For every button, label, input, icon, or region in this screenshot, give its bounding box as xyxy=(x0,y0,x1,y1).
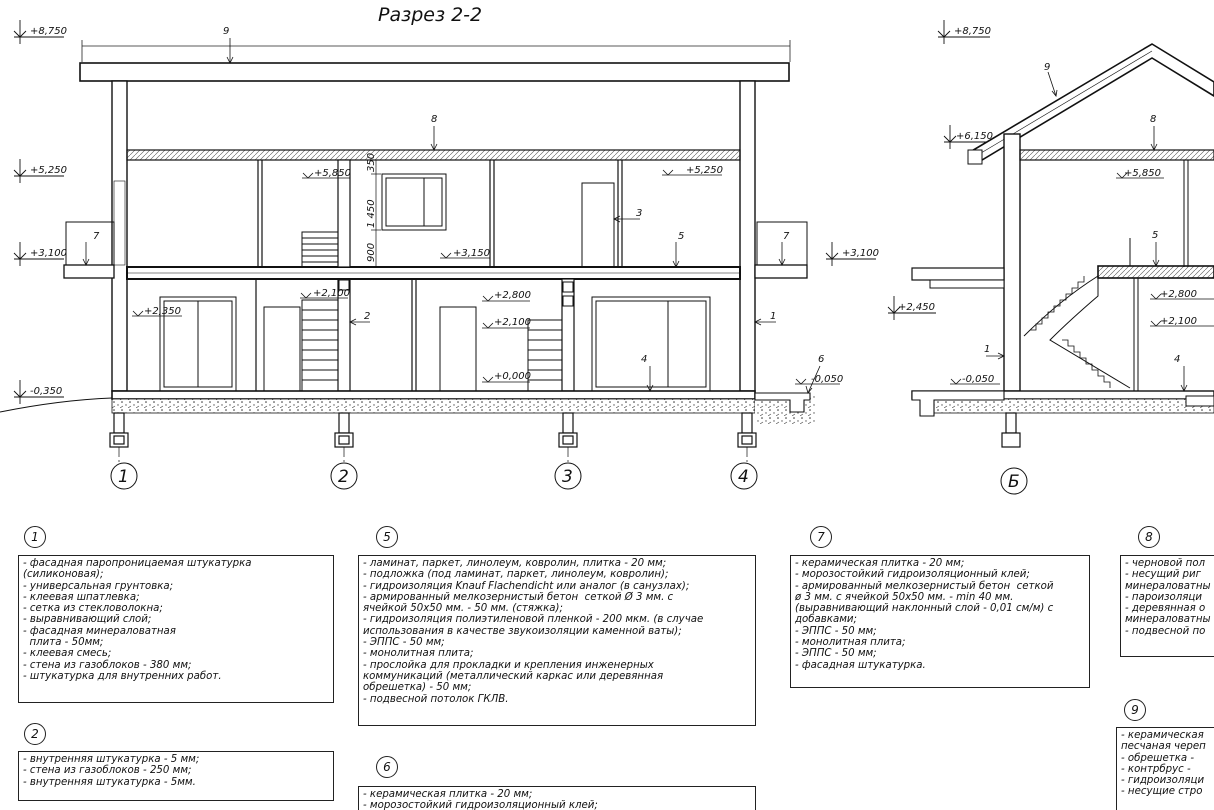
note-5-line: - ламинат, паркет, линолеум, ковролин, плитка - 20 мм; xyxy=(363,558,667,569)
axis-4-label: 4 xyxy=(738,467,749,487)
elevation-5850: +5,850 xyxy=(314,168,352,179)
note-5-line: обрешетка) - 50 мм; xyxy=(363,682,472,694)
roof-slab xyxy=(80,63,789,81)
note-8-line: - деревянная о xyxy=(1125,603,1206,615)
note-1-line: - штукатурка для внутренних работ. xyxy=(23,670,222,682)
elevation-2450: +2,450 xyxy=(898,302,936,313)
callout-5-right: 5 xyxy=(1152,230,1159,241)
note-2-line: - стена из газоблоков - 250 мм; xyxy=(23,765,192,777)
elevation-2100-right: +2,100 xyxy=(1160,316,1198,327)
note-6-line: - керамическая плитка - 20 мм; xyxy=(363,789,533,800)
callout-3-left: 3 xyxy=(636,208,643,219)
note-1-line: - клеевая смесь; xyxy=(23,648,112,660)
note-8-line: - черновой пол xyxy=(1125,558,1206,569)
elevation-5250-inner: +5,250 xyxy=(686,165,724,176)
note-5-line: - прослойка для прокладки и крепления инженерных xyxy=(363,659,654,671)
elevation-2800: +2,800 xyxy=(494,290,532,301)
note-5-line: - гидроизоляция полиэтиленовой пленкой - 200 мкм. (в случае xyxy=(363,614,704,626)
note-1-line: - выравнивающий слой; xyxy=(23,614,152,626)
note-5-line: - подвесной потолок ГКЛВ. xyxy=(363,693,509,705)
note-9-box xyxy=(1116,727,1214,810)
note-1-line: - стена из газоблоков - 380 мм; xyxy=(23,659,192,671)
note-5-badge: 5 xyxy=(376,526,398,548)
elevation-2800-right: +2,800 xyxy=(1160,289,1198,300)
note-8-line: минераловатны xyxy=(1125,614,1211,626)
axis-b-label: Б xyxy=(1008,472,1020,492)
note-9-line: - гидроизоляци xyxy=(1121,775,1205,787)
note-8-line: - подвесной по xyxy=(1125,625,1206,637)
note-7-line: - керамическая плитка - 20 мм; xyxy=(795,558,965,569)
note-8-box xyxy=(1120,555,1214,657)
note-2-badge: 2 xyxy=(24,723,46,745)
note-5-line: - гидроизоляция Knauf Flachendicht или аналог (в санузлах); xyxy=(363,580,690,592)
elevation-minus-0050-right: -0,050 xyxy=(962,374,995,385)
attic-floor xyxy=(127,150,740,160)
note-7-box xyxy=(790,555,1090,688)
callout-6-left: 6 xyxy=(818,354,825,365)
note-7-line: - монолитная плита; xyxy=(795,637,906,649)
elevation-3100-right: +3,100 xyxy=(842,248,880,259)
elevation-2100: +2,100 xyxy=(313,288,351,299)
elevation-5850-right: +5,850 xyxy=(1124,168,1162,179)
note-7-line: - армированный мелкозернистый бетон сеткой xyxy=(795,580,1054,592)
callout-5-left: 5 xyxy=(678,231,685,242)
note-1-line: - универсальная грунтовка; xyxy=(23,580,174,592)
elevation-minus-0050: -0,050 xyxy=(811,374,844,385)
note-1-badge: 1 xyxy=(24,526,46,548)
wall-axis-b xyxy=(1004,134,1020,391)
callout-2-left: 2 xyxy=(364,311,371,322)
roof-dimension-line xyxy=(82,40,790,62)
section-title: Разрез 2-2 xyxy=(378,4,483,26)
elevation-2100-b: +2,100 xyxy=(494,317,532,328)
stair-right xyxy=(1024,276,1130,388)
callout-7-right: 7 xyxy=(783,231,790,242)
callout-1-left: 1 xyxy=(770,311,777,322)
callout-1-right: 1 xyxy=(984,344,991,355)
balcony-left xyxy=(64,265,114,278)
dim-900: 900 xyxy=(366,242,377,262)
elevation-8750: +8,750 xyxy=(30,26,68,37)
elevation-3100: +3,100 xyxy=(30,248,68,259)
dim-350: 350 xyxy=(366,152,377,172)
note-7-line: добавками; xyxy=(795,614,857,626)
note-7-badge: 7 xyxy=(810,526,832,548)
note-7-line: - морозостойкий гидроизоляционный клей; xyxy=(795,569,1030,581)
note-7-line: (выравнивающий наклонный слой - 0,01 см/м) с xyxy=(795,603,1054,615)
elevation-3150: +3,150 xyxy=(453,248,491,259)
note-6-box xyxy=(358,786,756,810)
callout-4-right: 4 xyxy=(1174,354,1181,365)
note-9-badge: 9 xyxy=(1124,699,1146,721)
note-9-line: - керамическая xyxy=(1121,730,1204,741)
foundation-piles xyxy=(110,413,756,447)
note-5-line: коммуникаций (металлический каркас или деревянная xyxy=(363,670,664,682)
axis-1-label: 1 xyxy=(118,467,129,487)
ground-slab xyxy=(112,391,755,399)
elevation-8750-right: +8,750 xyxy=(954,26,992,37)
note-1-box xyxy=(18,555,334,703)
note-1-line: - сетка из стекловолокна; xyxy=(23,603,163,615)
elevation-minus-0350: -0,350 xyxy=(30,386,63,397)
note-6-line: - морозостойкий гидроизоляционный клей; xyxy=(363,800,598,810)
note-1-line: - фасадная паропроницаемая штукатурка xyxy=(23,558,252,569)
note-8-line: минераловатны xyxy=(1125,580,1211,592)
note-9-line: - контрбрус - xyxy=(1121,763,1191,775)
note-2-line: - внутренняя штукатурка - 5 мм; xyxy=(23,754,200,765)
lower-openings xyxy=(160,280,710,391)
note-1-line: - фасадная минераловатная xyxy=(23,625,176,637)
callout-8-left: 8 xyxy=(431,114,438,125)
elevation-6150: +6,150 xyxy=(956,131,994,142)
note-1-line: плита - 50мм; xyxy=(23,637,104,649)
axis-2-label: 2 xyxy=(338,467,349,487)
note-5-line: - монолитная плита; xyxy=(363,648,474,660)
elevation-2350: +2,350 xyxy=(144,306,182,317)
note-2-box xyxy=(18,751,334,801)
callout-8-right: 8 xyxy=(1150,114,1157,125)
note-8-line: - несущий риг xyxy=(1125,569,1201,581)
note-7-line: ø 3 мм. с ячейкой 50х50 мм. - min 40 мм. xyxy=(795,591,1014,603)
callout-9-left: 9 xyxy=(223,26,230,37)
note-7-line: - фасадная штукатурка. xyxy=(795,659,926,671)
note-5-line: - армированный мелкозернистый бетон сеткой Ø 3 мм. с xyxy=(363,591,674,603)
note-1-line: (силиконовая); xyxy=(23,569,104,581)
callout-7-left: 7 xyxy=(93,231,100,242)
note-9-line: - обрешетка - xyxy=(1121,752,1194,764)
dim-1450: 1 450 xyxy=(366,199,377,228)
note-8-badge: 8 xyxy=(1138,526,1160,548)
note-1-line: - клеевая шпатлевка; xyxy=(23,591,140,603)
elevation-5250: +5,250 xyxy=(30,165,68,176)
note-5-line: ячейкой 50х50 мм. - 50 мм. (стяжка); xyxy=(363,603,563,615)
wall-axis-4 xyxy=(740,81,755,391)
note-5-line: - ЭППС - 50 мм; xyxy=(363,637,445,649)
note-9-line: песчаная череп xyxy=(1121,741,1206,753)
note-8-line: - пароизоляци xyxy=(1125,591,1202,603)
ground-fill xyxy=(112,399,755,413)
note-5-line: - подложка (под ламинат, паркет, линолеум, ковролин); xyxy=(363,569,669,581)
balcony-right xyxy=(755,265,807,278)
callout-4-left: 4 xyxy=(641,354,648,365)
note-5-line: использования в качестве звукоизоляции каменной ваты); xyxy=(363,625,682,637)
note-6-badge: 6 xyxy=(376,756,398,778)
callout-9-right: 9 xyxy=(1044,62,1051,73)
axis-3-label: 3 xyxy=(562,467,573,487)
note-5-box xyxy=(358,555,756,726)
note-2-line: - внутренняя штукатурка - 5мм. xyxy=(23,776,196,788)
elevation-0000: +0,000 xyxy=(494,371,532,382)
note-7-line: - ЭППС - 50 мм; xyxy=(795,625,877,637)
note-9-line: - несущие стро xyxy=(1121,786,1203,798)
note-7-line: - ЭППС - 50 мм; xyxy=(795,648,877,660)
